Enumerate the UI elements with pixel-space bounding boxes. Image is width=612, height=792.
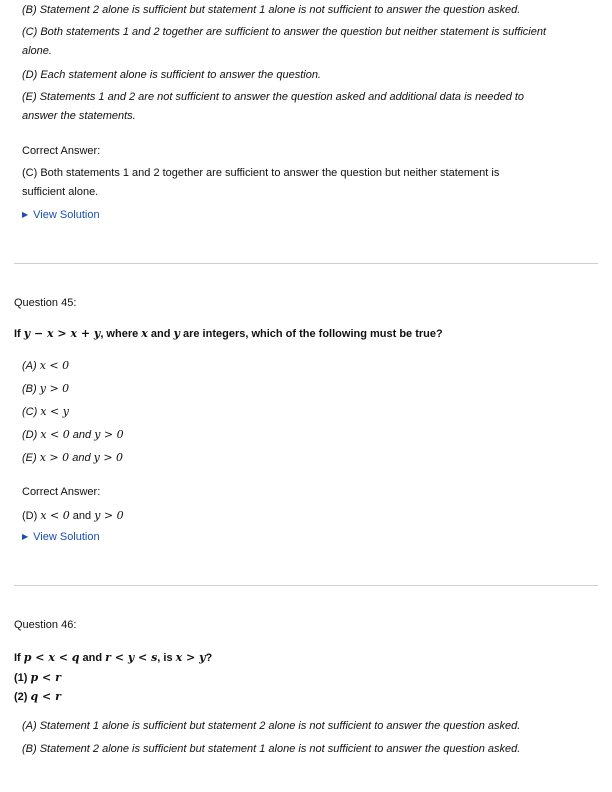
option-c-line2: alone. xyxy=(22,45,52,57)
q46-option-b: (B) Statement 2 alone is sufficient but statement 1 alone is not sufficient to answer the question asked. xyxy=(22,743,521,755)
q45-option-d: (D) x < 0 and y > 0 xyxy=(22,428,124,441)
triangle-right-icon: ▶ xyxy=(22,532,29,541)
statement-1: (1) p < r xyxy=(14,671,61,684)
option-c-line1: (C) Both statements 1 and 2 together are sufficient to answer the question but neither statement is sufficient xyxy=(22,26,547,38)
statement-2: (2) q < r xyxy=(14,690,61,703)
option-e-line1: (E) Statements 1 and 2 are not sufficient to answer the question asked and additional data is needed to xyxy=(22,91,525,103)
q45-option-e: (E) x > 0 and y > 0 xyxy=(22,451,124,464)
q45-option-a: (A) x < 0 xyxy=(22,359,70,372)
view-solution-label: View Solution xyxy=(33,209,100,221)
option-d: (D) Each statement alone is sufficient to answer the question. xyxy=(22,69,321,81)
divider xyxy=(14,585,598,586)
divider xyxy=(14,263,598,264)
correct-answer-line1: (C) Both statements 1 and 2 together are sufficient to answer the question but neither statement is xyxy=(22,167,500,179)
q45-correct-answer: (D) x < 0 and y > 0 xyxy=(22,509,124,522)
option-e-line2: answer the statements. xyxy=(22,110,136,122)
q46-option-a: (A) Statement 1 alone is sufficient but statement 2 alone is not sufficient to answer the question asked. xyxy=(22,720,521,732)
q45-option-c: (C) x < y xyxy=(22,405,69,418)
triangle-right-icon: ▶ xyxy=(22,210,29,219)
q45-option-b: (B) y > 0 xyxy=(22,382,70,395)
question-46-title: Question 46: xyxy=(14,619,77,631)
option-b: (B) Statement 2 alone is sufficient but statement 1 alone is not sufficient to answer the question asked. xyxy=(22,4,521,16)
question-46-stem: If p < x < q and r < y < s, is x > y? xyxy=(14,651,213,664)
view-solution-label: View Solution xyxy=(33,531,100,543)
q45-correct-answer-label: Correct Answer: xyxy=(22,486,101,498)
question-45-stem: If y − x > x + y, where x and y are integers, which of the following must be true? xyxy=(14,327,443,340)
q45-view-solution-link[interactable] xyxy=(22,530,100,545)
correct-answer-label: Correct Answer: xyxy=(22,145,101,157)
correct-answer-line2: sufficient alone. xyxy=(22,186,99,198)
view-solution-link[interactable] xyxy=(22,208,100,223)
question-45-title: Question 45: xyxy=(14,297,77,309)
